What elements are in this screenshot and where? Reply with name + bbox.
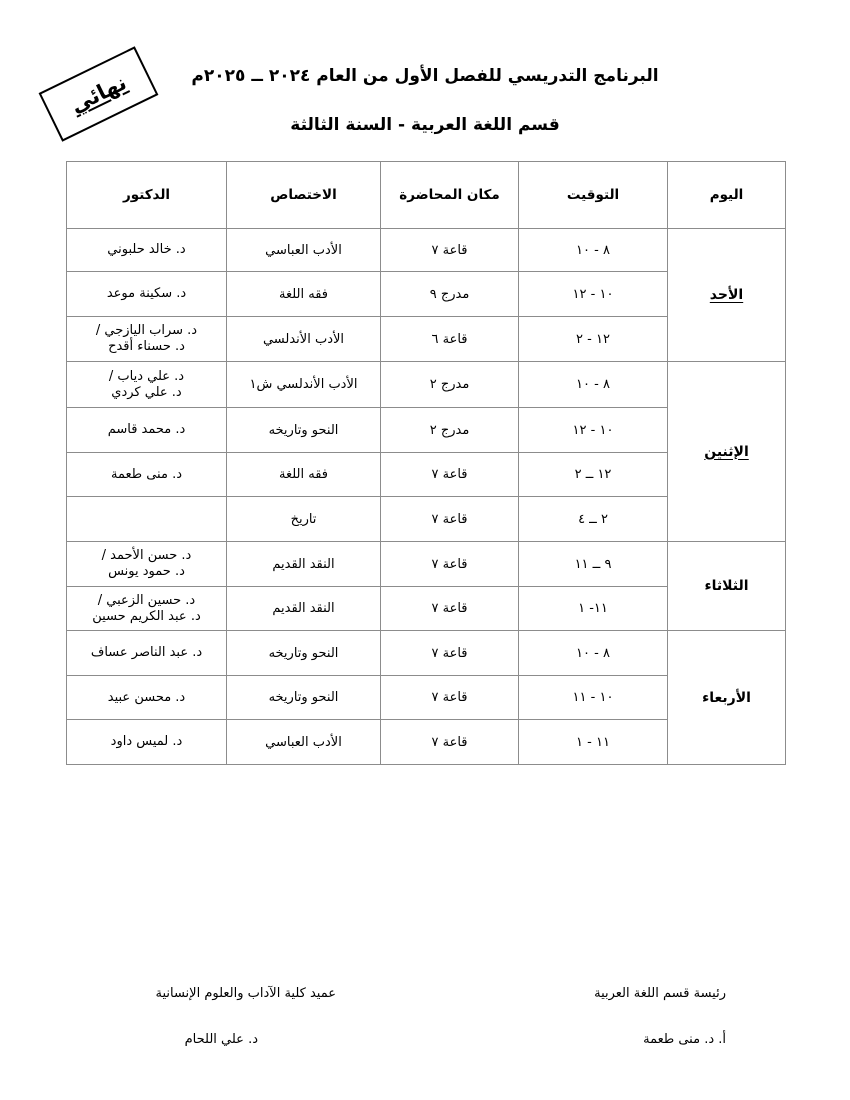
day-cell-sunday xyxy=(668,229,786,362)
subject-cell: الأدب الأندلسي ش١ xyxy=(227,362,381,408)
doctor-cell: د. محسن عبيد xyxy=(67,676,227,720)
dean-title: عميد كلية الآداب والعلوم الإنسانية xyxy=(155,986,336,1001)
day-label: الأربعاء xyxy=(702,689,751,706)
subject-cell: النحو وتاريخه xyxy=(227,676,381,720)
time-cell: ١١ - ١ xyxy=(519,720,668,765)
place-cell: قاعة ٧ xyxy=(381,587,519,631)
subject-cell: النحو وتاريخه xyxy=(227,408,381,453)
schedule-table xyxy=(66,161,786,765)
day-cell-monday xyxy=(668,362,786,542)
time-cell: ١٢ ــ ٢ xyxy=(519,453,668,497)
column-header-time: التوقيت xyxy=(519,162,668,229)
doctor-cell: د. منى طعمة xyxy=(67,453,227,497)
time-cell: ٨ - ١٠ xyxy=(519,362,668,408)
subject-cell: فقه اللغة xyxy=(227,453,381,497)
stamp-label: نهائي xyxy=(66,70,131,118)
department-head-name: أ. د. منى طعمة xyxy=(643,1032,726,1047)
day-cell-tuesday xyxy=(668,542,786,631)
place-cell: مدرج ٢ xyxy=(381,408,519,453)
subject-cell: فقه اللغة xyxy=(227,272,381,317)
subject-cell: تاريخ xyxy=(227,497,381,542)
time-cell: ٩ ــ ١١ xyxy=(519,542,668,587)
place-cell: قاعة ٧ xyxy=(381,676,519,720)
subject-cell: الأدب العباسي xyxy=(227,229,381,272)
column-header-place: مكان المحاضرة xyxy=(381,162,519,229)
day-cell-wednesday xyxy=(668,631,786,765)
doctor-cell: د. سراب اليازجي / د. حسناء أقدح xyxy=(67,317,227,362)
table-row xyxy=(67,229,786,272)
place-cell: قاعة ٧ xyxy=(381,542,519,587)
page-title: البرنامج التدريسي للفصل الأول من العام ٢٠٢٤ ــ ٢٠٢٥م xyxy=(191,66,659,86)
place-cell: قاعة ٧ xyxy=(381,720,519,765)
column-header-subject: الاختصاص xyxy=(227,162,381,229)
table-row xyxy=(67,631,786,676)
subject-cell: النحو وتاريخه xyxy=(227,631,381,676)
doctor-cell: د. محمد قاسم xyxy=(67,408,227,453)
subject-cell: النقد القديم xyxy=(227,587,381,631)
subject-cell: الأدب العباسي xyxy=(227,720,381,765)
doctor-cell: د. سكينة موعد xyxy=(67,272,227,317)
place-cell: مدرج ٩ xyxy=(381,272,519,317)
column-header-doctor: الدكتور xyxy=(67,162,227,229)
time-cell: ١٠ - ١٢ xyxy=(519,408,668,453)
department-head-title: رئيسة قسم اللغة العربية xyxy=(594,986,726,1001)
time-cell: ٢ ــ ٤ xyxy=(519,497,668,542)
time-cell: ١٠ - ١٢ xyxy=(519,272,668,317)
place-cell: قاعة ٧ xyxy=(381,453,519,497)
doctor-cell: د. حسين الزعبي / د. عبد الكريم حسين xyxy=(67,587,227,631)
final-stamp xyxy=(39,46,159,141)
doctor-cell: د. حسن الأحمد / د. حمود يونس xyxy=(67,542,227,587)
place-cell: قاعة ٧ xyxy=(381,229,519,272)
table-row xyxy=(67,542,786,587)
doctor-cell: د. عبد الناصر عساف xyxy=(67,631,227,676)
time-cell: ٨ - ١٠ xyxy=(519,229,668,272)
time-cell: ١٢ - ٢ xyxy=(519,317,668,362)
time-cell: ١١- ١ xyxy=(519,587,668,631)
place-cell: مدرج ٢ xyxy=(381,362,519,408)
time-cell: ١٠ - ١١ xyxy=(519,676,668,720)
subject-cell: الأدب الأندلسي xyxy=(227,317,381,362)
table-header-row xyxy=(67,162,786,229)
doctor-cell: د. خالد حلبوني xyxy=(67,229,227,272)
doctor-cell: د. علي دياب / د. علي كردي xyxy=(67,362,227,408)
place-cell: قاعة ٧ xyxy=(381,631,519,676)
time-cell: ٨ - ١٠ xyxy=(519,631,668,676)
doctor-cell: د. لميس داود xyxy=(67,720,227,765)
table-row xyxy=(67,362,786,408)
day-label: الإثنين xyxy=(704,443,749,460)
day-label: الثلاثاء xyxy=(704,578,749,594)
place-cell: قاعة ٦ xyxy=(381,317,519,362)
subject-cell: النقد القديم xyxy=(227,542,381,587)
dean-name: د. علي اللحام xyxy=(184,1032,258,1047)
day-label: الأحد xyxy=(709,287,744,303)
place-cell: قاعة ٧ xyxy=(381,497,519,542)
doctor-cell xyxy=(67,497,227,542)
column-header-day: اليوم xyxy=(668,162,786,229)
page-subtitle: قسم اللغة العربية - السنة الثالثة xyxy=(290,115,560,135)
